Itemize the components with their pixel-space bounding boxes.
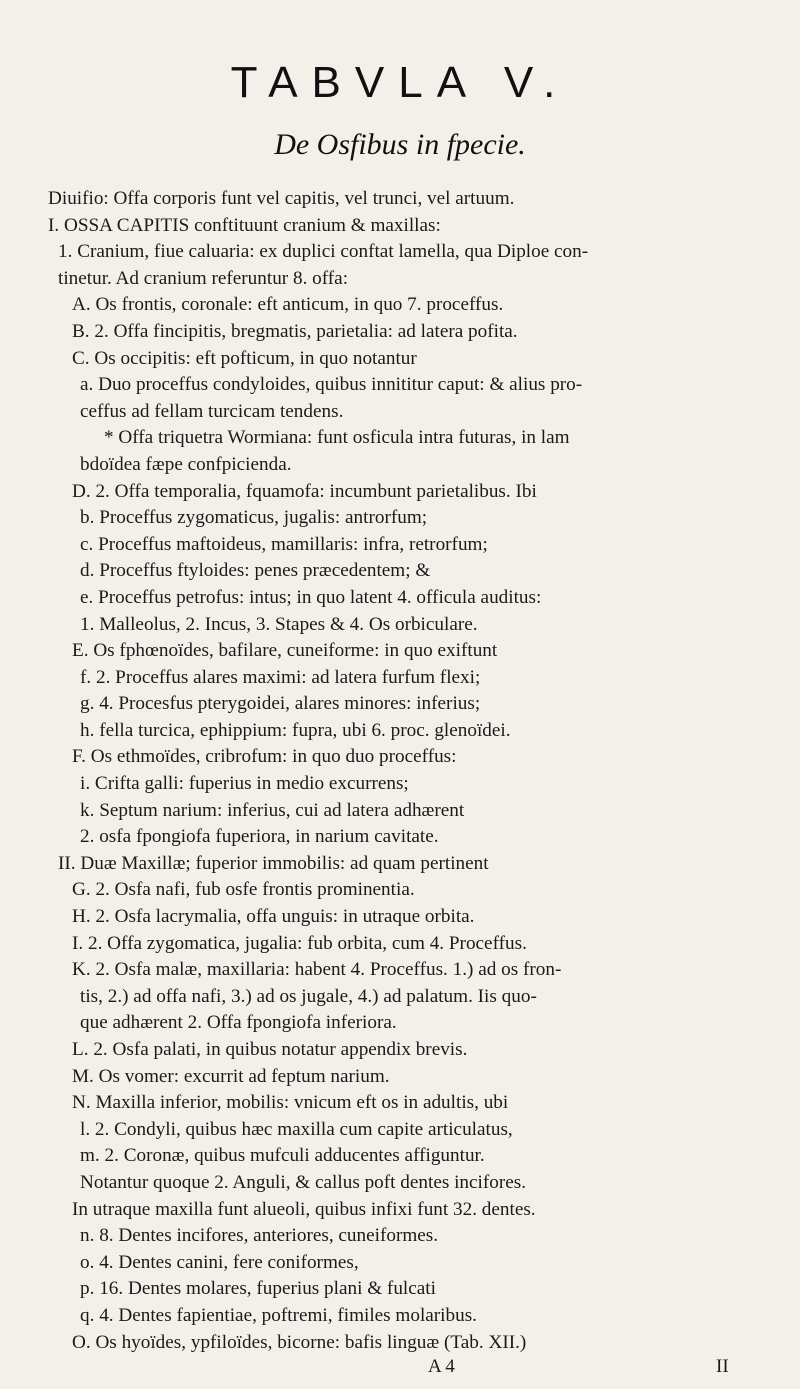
text-line: N. Maxilla inferior, mobilis: vnicum eft os in adultis, ubi — [72, 1092, 509, 1114]
text-line: b. Proceffus zygomaticus, jugalis: antrorfum; — [80, 507, 428, 529]
text-line: Diuifio: Offa corporis funt vel capitis, vel trunci, vel artuum. — [48, 188, 515, 209]
text-line: bdoïdea fæpe confpicienda. — [80, 453, 292, 475]
text-line: p. 16. Dentes molares, fuperius plani & fulcati — [80, 1278, 436, 1300]
text-line: In utraque maxilla funt alueoli, quibus infixi funt 32. dentes. — [72, 1198, 536, 1220]
page-footer — [0, 1356, 800, 1384]
text-line: A. Os frontis, coronale: eft anticum, in quo 7. proceffus. — [72, 294, 504, 316]
text-line: n. 8. Dentes incifores, anteriores, cuneiformes. — [80, 1225, 439, 1247]
text-line: a. Duo proceffus condyloides, quibus innititur caput: & alius pro- — [80, 374, 583, 396]
text-line: L. 2. Osfa palati, in quibus notatur appendix brevis. — [72, 1039, 468, 1060]
text-line: i. Crifta galli: fuperius in medio excurrens; — [80, 773, 409, 795]
text-line: ceffus ad fellam turcicam tendens. — [80, 400, 344, 422]
text-line: C. Os occipitis: eft pofticum, in quo notantur — [72, 347, 417, 369]
text-line: q. 4. Dentes fapientiae, poftremi, fimiles molaribus. — [80, 1304, 477, 1326]
text-line: tinetur. Ad cranium referuntur 8. offa: — [58, 267, 349, 289]
text-line: H. 2. Osfa lacrymalia, offa unguis: in utraque orbita. — [72, 906, 475, 928]
text-line: Notantur quoque 2. Anguli, & callus poft dentes incifores. — [80, 1171, 527, 1193]
page-title: TABVLA V. — [230, 58, 570, 107]
text-line: E. Os fphœnoïdes, bafilare, cuneiforme: in quo exiftunt — [72, 640, 498, 662]
text-line: 1. Cranium, fiue caluaria: ex duplici conftat lamella, qua Diploe con- — [58, 241, 589, 263]
text-line: m. 2. Coronæ, quibus mufculi adducentes affiguntur. — [80, 1145, 485, 1167]
text-line: k. Septum narium: inferius, cui ad latera adhærent — [80, 799, 465, 821]
text-line: * Offa triquetra Wormiana: funt osficula intra futuras, in lam — [104, 427, 570, 449]
text-line: l. 2. Condyli, quibus hæc maxilla cum capite articulatus, — [80, 1118, 513, 1140]
text-line: f. 2. Proceffus alares maximi: ad latera furfum flexi; — [80, 666, 481, 688]
text-line: que adhærent 2. Offa fpongiofa inferiora. — [80, 1012, 397, 1034]
text-body — [48, 186, 768, 1356]
catchword: II — [716, 1356, 729, 1377]
text-line: g. 4. Procesfus pterygoidei, alares minores: inferius; — [80, 693, 481, 715]
text-line: o. 4. Dentes canini, fere coniformes, — [80, 1251, 359, 1273]
text-line: I. OSSA CAPITIS conftituunt cranium & maxillas: — [48, 214, 441, 236]
text-line: M. Os vomer: excurrit ad feptum narium. — [72, 1065, 390, 1087]
text-line: d. Proceffus ftyloides: penes præcedentem; & — [80, 560, 431, 582]
text-line: e. Proceffus petrofus: intus; in quo latent 4. officula auditus: — [80, 586, 542, 608]
text-line: I. 2. Offa zygomatica, jugalia: fub orbita, cum 4. Proceffus. — [72, 932, 527, 954]
text-line: O. Os hyoïdes, ypfiloïdes, bicorne: bafis linguæ (Tab. XII.) — [72, 1331, 527, 1353]
text-line: 1. Malleolus, 2. Incus, 3. Stapes & 4. Os orbiculare. — [80, 613, 478, 635]
text-line: B. 2. Offa fincipitis, bregmatis, parietalia: ad latera pofita. — [72, 320, 518, 342]
text-line: G. 2. Osfa nafi, fub osfe frontis prominentia. — [72, 879, 415, 901]
text-line: 2. osfa fpongiofa fuperiora, in narium cavitate. — [80, 826, 439, 848]
page-subtitle: De Osfibus in fpecie. — [274, 128, 526, 161]
signature-mark: A 4 — [428, 1356, 455, 1377]
text-line: II. Duæ Maxillæ; fuperior immobilis: ad quam pertinent — [58, 852, 489, 874]
text-line: c. Proceffus maftoideus, mamillaris: infra, retrorfum; — [80, 533, 488, 555]
text-line: K. 2. Osfa malæ, maxillaria: habent 4. Proceffus. 1.) ad os fron- — [72, 959, 562, 981]
text-line: h. fella turcica, ephippium: fupra, ubi 6. proc. glenoïdei. — [80, 719, 511, 741]
text-line: F. Os ethmoïdes, cribrofum: in quo duo proceffus: — [72, 746, 457, 768]
text-line: tis, 2.) ad offa nafi, 3.) ad os jugale, 4.) ad palatum. Iis quo- — [80, 985, 537, 1007]
text-line: D. 2. Offa temporalia, fquamofa: incumbunt parietalibus. Ibi — [72, 480, 537, 502]
